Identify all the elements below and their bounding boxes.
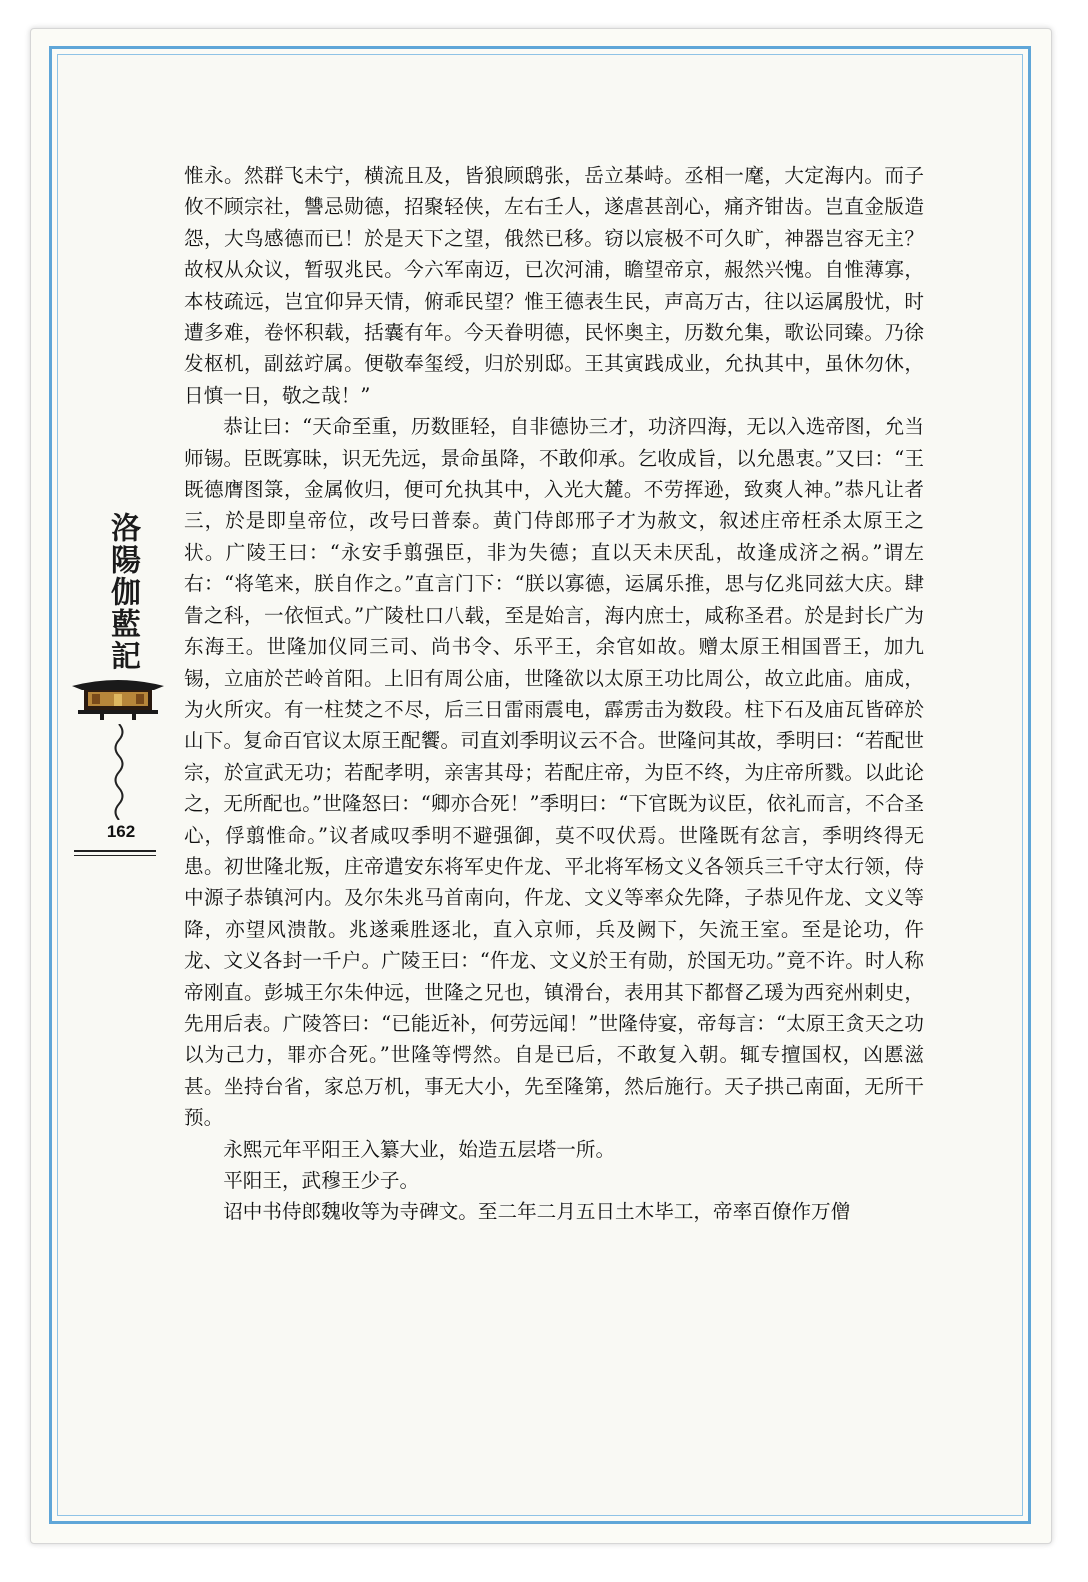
divider <box>74 855 156 856</box>
paragraph: 永熙元年平阳王入纂大业，始造五层塔一所。 <box>223 1137 616 1161</box>
page-number: 162 <box>106 822 136 841</box>
wavy-line-icon <box>104 724 134 820</box>
paragraph: 恭让曰：“天命至重，历数匪轻，自非德协三才，功济四海，无以入选帝图，允当师锡。臣既寡昧，识无先远，景命虽降，不敢仰承。乞收成旨，以允愚衷。”又曰：“王既德膺图箓，金属攸归，便可允执其中，入光大麓。不劳挥逊，致爽人神。”恭凡让者三，於是即皇帝位，改号曰普泰。黄门侍郎邢子才为赦文，叙述庄帝枉杀太原王之状。广陵王曰：“永安手翦强臣，非为失德；直以天未厌乱，故逢成济之祸。”谓左右：“将笔来，朕自作之。”直言门下：“朕以寡德，运属乐推，思与亿兆同兹大庆。肆眚之科，一依恒式。”广陵杜口八载，至是始言，海内庶士，咸称圣君。於是封长广为东海王。世隆加仪同三司、尚书令、乐平王，余官如故。赠太原王相国晋王，加九锡，立庙於芒岭首阳。上旧有周公庙，世隆欲以太原王功比周公，故立此庙。庙成，为火所灾。有一柱焚之不尽，后三日雷雨震电，霹雳击为数段。柱下石及庙瓦皆碎於山下。复命百官议太原王配饗。司直刘季明议云不合。世隆问其故，季明曰：“若配世宗，於宣武无功；若配孝明，亲害其母；若配庄帝，为臣不终，为庄帝所戮。以此论之，无所配也。”世隆怒曰：“卿亦合死！”季明曰：“下官既为议臣，依礼而言，不合圣心，俘翦惟命。”议者咸叹季明不避强御，莫不叹伏焉。世隆既有忿言，季明终得无患。初世隆北叛，庄帝遣安东将军史仵龙、平北将军杨文义各领兵三千守太行领，侍中源子恭镇河内。及尔朱兆马首南向，仵龙、文义等率众先降，子恭见仵龙、文义等降，亦望风溃散。兆遂乘胜逐北，直入京师，兵及阙下，矢流王室。至是论功，仵龙、文义各封一千户。广陵王曰：“仵龙、文义於王有勋，於国无功。”竟不许。时人称帝刚直。彭城王尔朱仲远，世隆之兄也，镇滑台，表用其下都督乙瑗为西兖州刺史，先用后表。广陵答曰：“已能近补，何劳远闻！”世隆侍宴，帝每言：“太原王贪天之功以为己力，罪亦合死。”世隆等愕然。自是已后，不敢复入朝。辄专擅国权，凶慝滋甚。坐持台省，家总万机，事无大小，先至隆第，然后施行。天子拱己南面，无所干预。 <box>184 415 924 1130</box>
divider <box>74 850 156 852</box>
paragraph: 惟永。然群飞未宁，横流且及，皆狼顾鸱张，岳立棊峙。丞相一麾，大定海内。而子攸不顾宗社，讐忌勋德，招聚轻侠，左右壬人，遂虐甚剖心，痛齐钳齿。岂直金版造怨，大鸟感德而已！於是天下之望，俄然已移。窃以宸极不可久旷，神器岂容无主？故权从众议，暂驭兆民。今六军南迈，已次河浦，瞻望帝京，赧然兴愧。自惟薄寡，本枝疏远，岂宜仰异天情，俯乖民望？惟王德表生民，声高万古，往以运属殷忧，时遭多难，卷怀积载，括囊有年。今天眷明德，民怀奥主，历数允集，歌讼同臻。乃徐发枢机，副兹竚属。便敬奉玺绶，归於别邸。王其寅践成业，允执其中，虽休勿休，日慎一日，敬之哉！” <box>184 164 924 407</box>
book-title: 洛陽伽藍記 <box>105 512 140 672</box>
main-text <box>184 160 924 1228</box>
pavilion-icon <box>70 672 166 720</box>
paragraph: 平阳王，武穆王少子。 <box>223 1169 420 1192</box>
paragraph: 诏中书侍郎魏收等为寺碑文。至二年二月五日土木毕工，帝率百僚作万僧 <box>223 1200 851 1224</box>
